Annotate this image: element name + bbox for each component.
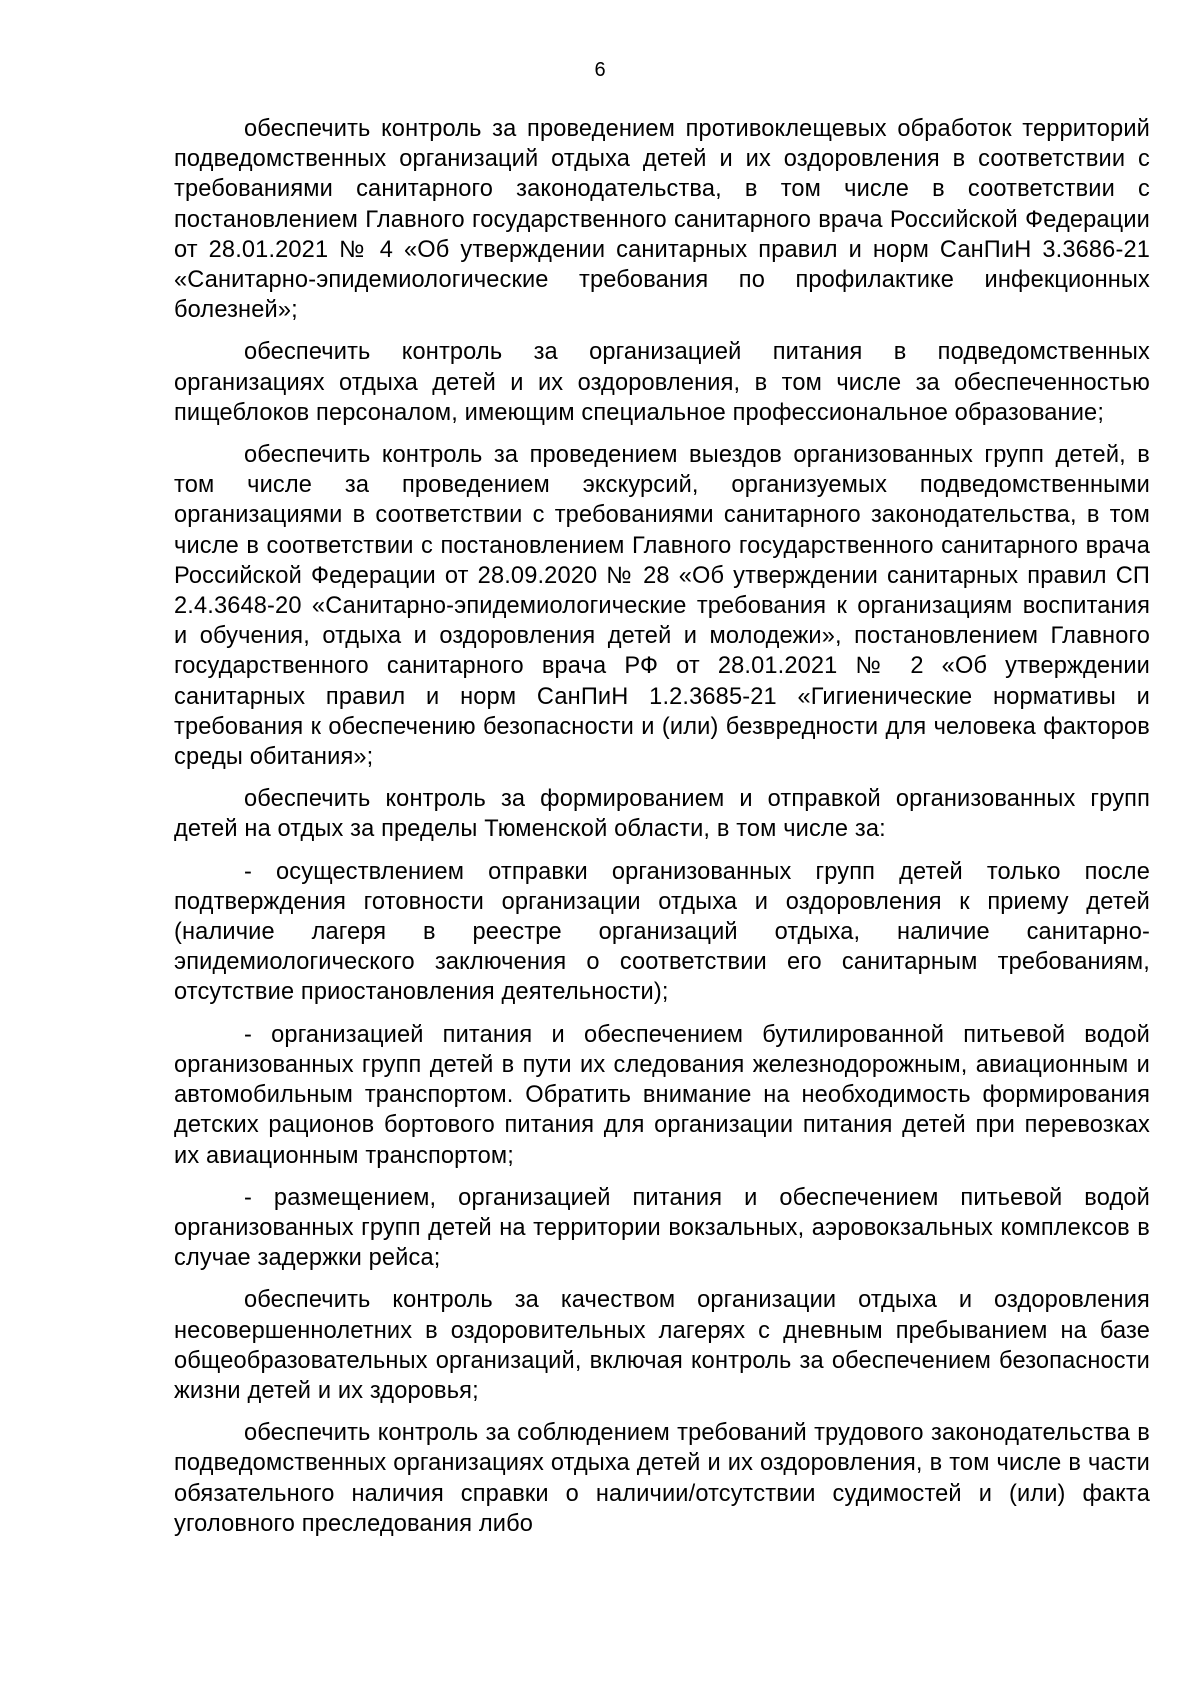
paragraph-labor-law: обеспечить контроль за соблюдением требований трудового законодательства в подведомственных организациях отдыха детей и их оздоровления, в том числе в части обязательного наличия справки о наличии/отсутствии судимостей и (или) факта уголовного преследования либо <box>174 1420 1150 1537</box>
paragraph-day-camps: обеспечить контроль за качеством организации отдыха и оздоровления несовершеннолетних в оздоровительных лагерях с дневным пребыванием на базе общеобразовательных организаций, включая контроль за обеспечением безопасности жизни детей и их здоровья; <box>174 1287 1150 1404</box>
page-number: 6 <box>594 59 606 81</box>
list-item-dispatch-readiness: - осуществлением отправки организованных групп детей только после подтверждения готовности организации отдыха и оздоровления к приему детей (наличие лагеря в реестре организаций отдыха, наличие санитарно-эпидемиологического заключения о соответствии его санитарным требованиям, отсутствие приостановления деятельности); <box>174 858 1150 1006</box>
list-item-travel-catering: - организацией питания и обеспечением бутилированной питьевой водой организованных групп детей в пути их следования железнодорожным, авиационным и автомобильным транспортом. Обратить внимание на необходимость формирования детских рационов бортового питания для организации питания детей при перевозках их авиационным транспортом; <box>174 1021 1150 1169</box>
document-body <box>174 114 1150 1539</box>
paragraph-group-dispatch: обеспечить контроль за формированием и отправкой организованных групп детей на отдых за пределы Тюменской области, в том числе за: <box>174 786 1150 843</box>
paragraph-group-trips: обеспечить контроль за проведением выездов организованных групп детей, в том числе за проведением экскурсий, организуемых подведомственными организациями в соответствии с требованиями санитарного законодательства, в том числе в соответствии с постановлением Главного государственного санитарного врача Российской Федерации от 28.09.2020 № 28 «Об утверждении санитарных правил СП 2.4.3648-20 «Санитарно-эпидемиологические требования к организациям воспитания и обучения, отдыха и оздоровления детей и молодежи», постановлением Главного государственного санитарного врача РФ от 28.01.2021 № 2 «Об утверждении санитарных правил и норм СанПиН 1.2.3685-21 «Гигиенические нормативы и требования к обеспечению безопасности и (или) безвредности для человека факторов среды обитания»; <box>174 442 1150 771</box>
paragraph-tick-treatment: обеспечить контроль за проведением противоклещевых обработок территорий подведомственных организаций отдыха детей и их оздоровления в соответствии с требованиями санитарного законодательства, в том числе в соответствии с постановлением Главного государственного санитарного врача Российской Федерации от 28.01.2021 № 4 «Об утверждении санитарных правил и норм СанПиН 3.3686-21 «Санитарно-эпидемиологические требования по профилактике инфекционных болезней»; <box>174 116 1150 324</box>
list-item-station-accommodation: - размещением, организацией питания и обеспечением питьевой водой организованных групп детей на территории вокзальных, аэровокзальных комплексов в случае задержки рейса; <box>174 1184 1150 1272</box>
paragraph-catering-control: обеспечить контроль за организацией питания в подведомственных организациях отдыха детей и их оздоровления, в том числе за обеспеченностью пищеблоков персоналом, имеющим специальное профессиональное образование; <box>174 339 1150 426</box>
